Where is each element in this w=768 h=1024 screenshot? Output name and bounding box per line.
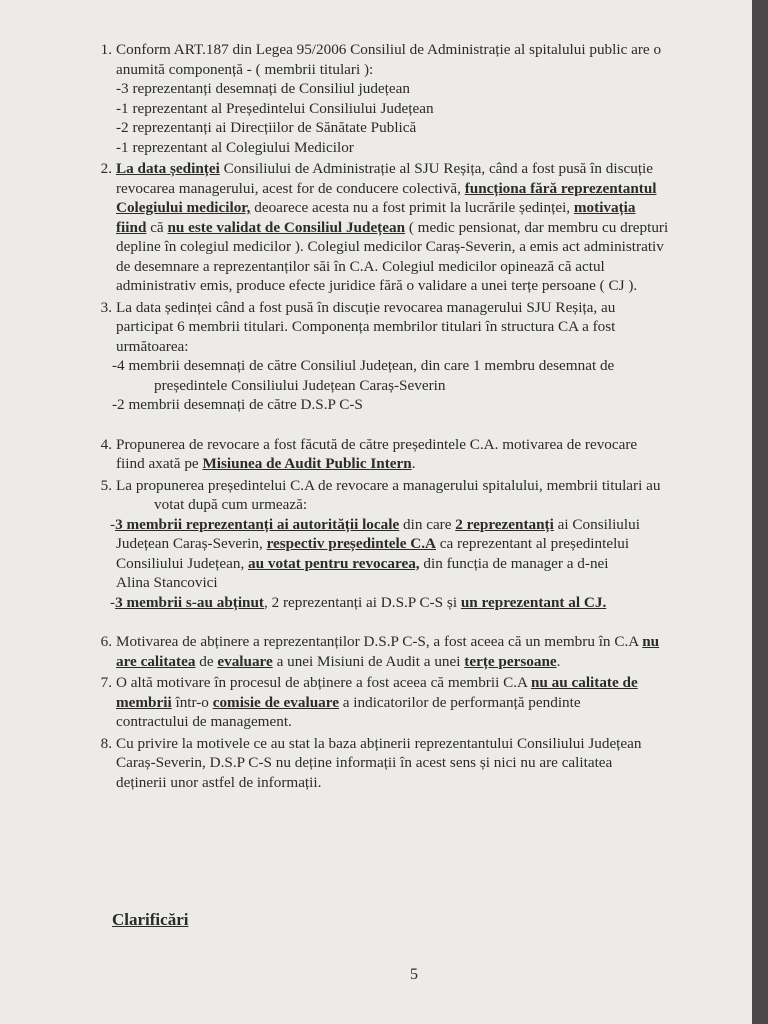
- list-line: La data ședinței când a fost pusă în discuție revocarea managerului SJU Reșița, au: [116, 298, 616, 316]
- list-line: -3 reprezentanți desemnați de Consiliul județean: [116, 80, 410, 97]
- list-line: depline în colegiul medicilor ). Colegiul medicilor Caraș-Severin, a emis act administrativ: [116, 238, 664, 255]
- list-line: [116, 179, 740, 199]
- emphasis-text: La data ședinței: [116, 160, 220, 177]
- list-line: -1 reprezentant al Colegiului Medicilor: [116, 138, 354, 156]
- list-item-3: [86, 298, 740, 415]
- list-line: La propunerea președintelui C.A de revocare a managerului spitalului, membrii titulari au: [116, 476, 661, 494]
- spacer: [86, 417, 740, 435]
- list-line: [116, 198, 740, 218]
- emphasis-text: nu este validat de Consiliul Județean: [167, 218, 406, 236]
- text-segment: a indicatorilor de performanță pendinte: [338, 693, 581, 711]
- list-line: [116, 454, 740, 474]
- spacer: [86, 614, 740, 632]
- text-segment: Motivarea de abținere a reprezentanților D.S.P C-S, a fost aceea că un membru în C.A: [116, 633, 643, 650]
- list-item-8: [86, 734, 740, 793]
- list-line: [116, 218, 740, 238]
- emphasis-text: 2 reprezentanți: [455, 515, 554, 533]
- text-segment: din funcția de manager a d-nei: [419, 554, 609, 572]
- list-line: administrativ emis, produce efecte juridice fără o validare a unei terțe persoane ( CJ ).: [116, 277, 638, 294]
- text-segment: Județean Caraș-Severin,: [116, 535, 267, 552]
- list-line: [110, 593, 740, 613]
- emphasis-text: comisie de evaluare: [212, 693, 339, 711]
- text-segment: din care: [399, 515, 456, 533]
- emphasis-text: 3 membrii s-au abținut: [115, 593, 264, 611]
- list-line: [116, 159, 740, 179]
- list-item-6: [86, 632, 740, 671]
- emphasis-text: membrii: [116, 693, 172, 711]
- list-line: participat 6 membrii titulari. Componența membrilor titulari în structura CA a fost: [116, 318, 616, 335]
- emphasis-text: fiind: [116, 218, 147, 236]
- list-line: [116, 652, 740, 672]
- section-heading-clarificari: Clarificări: [112, 910, 189, 929]
- emphasis-text: Misiunea de Audit Public Intern: [202, 455, 412, 472]
- emphasis-text: nu: [642, 633, 660, 650]
- emphasis-text: are calitatea: [116, 652, 196, 670]
- text-segment: Consiliului Județean,: [116, 554, 249, 572]
- text-segment: ai Consiliului: [553, 515, 640, 533]
- list-item-7: [86, 673, 740, 732]
- list-line: [116, 673, 740, 693]
- emphasis-text: au votat pentru revocarea,: [248, 554, 420, 572]
- list-number: 2.: [100, 160, 112, 177]
- list-number: 4.: [100, 435, 112, 453]
- list-line: anumită componență - ( membrii titulari ):: [116, 60, 374, 78]
- text-segment: -: [110, 515, 116, 533]
- list-number: 1.: [100, 41, 112, 58]
- list-line: deținerii unor astfel de informații.: [116, 773, 322, 791]
- text-segment: de: [195, 652, 218, 670]
- list-line: Alina Stancovici: [116, 574, 218, 591]
- list-number: 3.: [100, 298, 112, 316]
- text-segment: , 2 reprezentanți ai D.S.P C-S și: [264, 593, 461, 611]
- list-line: următoarea:: [116, 337, 189, 355]
- list-line: [116, 554, 740, 574]
- text-segment: a unei Misiuni de Audit a unei: [272, 652, 465, 670]
- background-edge: [752, 0, 768, 1024]
- list-number: 6.: [100, 633, 112, 650]
- list-number: 8.: [100, 734, 112, 752]
- text-segment: că: [146, 218, 168, 236]
- list-item-4: [86, 435, 740, 474]
- list-item-2: [86, 159, 740, 296]
- list-item-1: [86, 40, 740, 157]
- text-segment: într-o: [171, 693, 213, 711]
- list-line: Caraș-Severin, D.S.P C-S nu deține informații în acest sens și nici nu are calitatea: [116, 754, 613, 771]
- list-line: votat după cum urmează:: [154, 496, 308, 513]
- list-line: Propunerea de revocare a fost făcută de către președintele C.A. motivarea de revocare: [116, 435, 638, 453]
- list-line: -4 membrii desemnați de către Consiliul Județean, din care 1 membru desemnat de: [112, 357, 615, 374]
- text-segment: Consiliului de Administrație al SJU Reșița, când a fost pusă în discuție: [219, 160, 654, 177]
- emphasis-text: un reprezentant al CJ.: [460, 593, 607, 611]
- list-line: Cu privire la motivele ce au stat la baza abținerii reprezentantului Consiliului Județean: [116, 734, 642, 752]
- text-segment: O altă motivare în procesul de abținere a fost aceea că membrii C.A: [116, 674, 531, 691]
- list-line: [116, 632, 740, 652]
- list-item-5: [86, 476, 740, 613]
- list-line: de desemnare a reprezentanților săi în C.A. Colegiul medicilor opinează că actul: [116, 257, 605, 275]
- list-line: [116, 693, 740, 713]
- text-segment: revocarea managerului, acest for de conducere colectivă,: [116, 179, 465, 197]
- list-line: [110, 515, 740, 535]
- emphasis-text: nu au calitate de: [530, 674, 638, 691]
- emphasis-text: respectiv președintele C.A: [266, 535, 436, 552]
- text-segment: -: [110, 593, 116, 611]
- list-line: Conform ART.187 din Legea 95/2006 Consiliul de Administrație al spitalului public are o: [116, 41, 662, 58]
- list-number: 7.: [100, 674, 112, 691]
- emphasis-text: funcționa fără reprezentantul: [464, 179, 657, 197]
- emphasis-text: Colegiului medicilor,: [116, 199, 251, 216]
- page-number: 5: [410, 966, 418, 983]
- emphasis-text: motivația: [573, 199, 636, 216]
- list-line: [116, 534, 740, 554]
- document-body: [86, 40, 740, 794]
- emphasis-text: 3 membrii reprezentanți ai autorității locale: [115, 515, 400, 533]
- text-segment: deoarece acesta nu a fost primit la lucrările ședinței,: [250, 199, 574, 216]
- text-segment: .: [411, 455, 416, 472]
- list-number: 5.: [100, 476, 112, 494]
- list-line: -2 membrii desemnați de către D.S.P C-S: [112, 396, 363, 413]
- text-segment: ( medic pensionat, dar membru cu drepturi: [405, 218, 669, 236]
- list-line: -1 reprezentant al Președintelui Consiliului Județean: [116, 99, 434, 117]
- list-line: președintele Consiliului Județean Caraș-Severin: [154, 376, 446, 394]
- list-line: contractului de management.: [116, 713, 292, 730]
- numbered-list: [86, 40, 740, 792]
- text-segment: ca reprezentant al președintelui: [435, 535, 630, 552]
- emphasis-text: terțe persoane: [464, 652, 557, 670]
- list-line: -2 reprezentanți ai Direcțiilor de Sănătate Publică: [116, 119, 417, 136]
- text-segment: fiind axată pe: [116, 455, 203, 472]
- text-segment: .: [556, 652, 561, 670]
- emphasis-text: evaluare: [217, 652, 273, 670]
